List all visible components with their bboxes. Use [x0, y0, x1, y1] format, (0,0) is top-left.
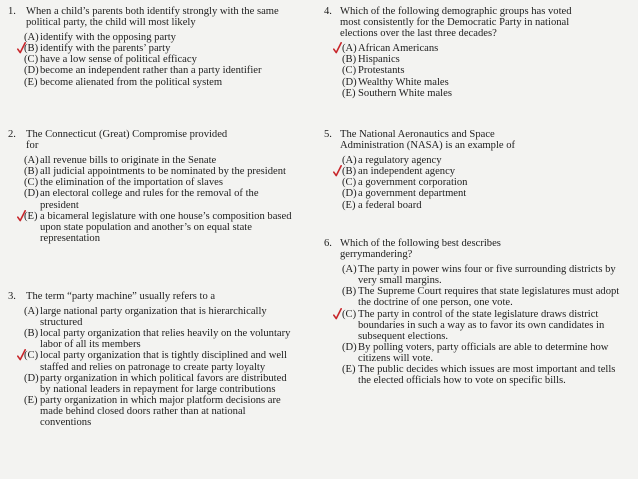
choice-letter: (A)	[342, 155, 357, 167]
choice-letter: (D)	[24, 188, 39, 200]
answer-choice	[318, 342, 624, 364]
choice-text: a government department	[358, 188, 467, 200]
answer-choice	[318, 286, 624, 308]
choice-letter: (A)	[342, 264, 357, 276]
choice-letter: (B)	[342, 286, 357, 298]
question-stem	[0, 291, 316, 302]
choice-text: African Americans	[358, 43, 439, 55]
choice-letter: (C)	[342, 65, 357, 77]
question-1	[0, 6, 316, 88]
choice-letter: (B)	[24, 166, 39, 178]
answer-choice	[0, 350, 296, 372]
choice-text: Southern White males	[358, 87, 452, 99]
choice-letter: (D)	[342, 188, 357, 200]
choice-letter: (C)	[24, 177, 39, 189]
choice-text: have a low sense of political efficacy	[40, 54, 197, 66]
question-5	[318, 129, 636, 211]
answer-choice	[318, 155, 602, 166]
choice-letter: (E)	[24, 210, 38, 222]
choice-letter: (B)	[342, 166, 357, 178]
question-number: 4.	[324, 6, 332, 17]
answer-choice	[0, 188, 302, 210]
answer-choice	[318, 88, 602, 99]
answer-choice	[0, 306, 296, 328]
choice-letter: (D)	[342, 76, 357, 88]
question-3	[0, 291, 316, 428]
choice-text: Hispanics	[358, 54, 400, 66]
answer-choice	[0, 77, 296, 88]
answer-choice	[0, 211, 302, 244]
answer-choices	[318, 43, 636, 98]
question-number: 6.	[324, 238, 332, 249]
question-stem	[318, 238, 636, 260]
choice-text: Wealthy White males	[358, 76, 449, 88]
choice-letter: (E)	[342, 364, 356, 376]
answer-choices	[318, 264, 636, 386]
choice-text: all judicial appointments to be nominated by the president	[40, 166, 286, 178]
answer-choice	[318, 65, 602, 76]
answer-choice	[318, 43, 602, 54]
choice-text: an independent agency	[358, 166, 456, 178]
choice-text: The Supreme Court requires that state legislatures must adopt the doctrine of one person, one vote.	[358, 286, 620, 309]
choice-letter: (E)	[342, 199, 356, 211]
checkmark-icon	[17, 349, 26, 361]
checkmark-icon	[333, 165, 342, 177]
question-stem	[0, 6, 316, 28]
checkmark-icon	[333, 42, 342, 54]
choice-text: a bicameral legislature with one house’s composition based upon state population and another’s on equal state representation	[40, 210, 292, 244]
answer-choice	[0, 65, 296, 76]
choice-text: The public decides which issues are most important and tells the elected officials how to vote on specific bills.	[358, 364, 616, 387]
choice-letter: (C)	[24, 350, 39, 362]
question-text: The National Aeronautics and Space Administration (NASA) is an example of	[340, 129, 516, 152]
choice-text: party organization in which political favors are distributed by national leaders in repayment for large contributions	[40, 372, 287, 395]
choice-letter: (B)	[24, 43, 39, 55]
answer-choice	[0, 43, 296, 54]
answer-choice	[318, 264, 624, 286]
answer-choice	[0, 328, 296, 350]
choice-letter: (B)	[342, 54, 357, 66]
choice-letter: (D)	[342, 341, 357, 353]
choice-letter: (E)	[24, 394, 38, 406]
question-2	[0, 129, 316, 244]
choice-letter: (E)	[24, 76, 38, 88]
choice-text: The party in control of the state legislature draws district boundaries in such a way as to favor its own candidates in subsequent elections.	[358, 308, 605, 342]
choice-letter: (C)	[24, 54, 39, 66]
answer-choice	[318, 77, 602, 88]
choice-letter: (D)	[24, 65, 39, 77]
question-text: The term “party machine” usually refers to a	[26, 291, 216, 302]
answer-choice	[0, 395, 296, 428]
choice-letter: (C)	[342, 177, 357, 189]
choice-text: large national party organization that is hierarchically structured	[40, 306, 267, 329]
answer-choice	[318, 166, 602, 177]
answer-choice	[0, 166, 302, 177]
choice-text: identify with the parents’ party	[40, 43, 171, 55]
answer-choice	[318, 188, 602, 199]
answer-choice	[0, 155, 302, 166]
choice-text: become an independent rather than a party identifier	[40, 65, 262, 77]
choice-letter: (A)	[342, 43, 357, 55]
answer-choices	[0, 32, 316, 87]
question-number: 3.	[8, 291, 16, 302]
answer-choice	[0, 373, 296, 395]
choice-text: local party organization that is tightly disciplined and well staffed and relies on patronage to create party loyalty	[40, 350, 287, 373]
choice-text: The party in power wins four or five surrounding districts by very small margins.	[358, 264, 616, 287]
choice-letter: (E)	[342, 87, 356, 99]
choice-text: Protestants	[358, 65, 405, 77]
choice-text: the elimination of the importation of slaves	[40, 177, 223, 189]
question-text: When a child’s parents both identify strongly with the same political party, the child will most likely	[26, 6, 279, 29]
choice-text: an electoral college and rules for the removal of the president	[40, 188, 259, 211]
answer-choice	[0, 54, 296, 65]
choice-text: all revenue bills to originate in the Senate	[40, 155, 217, 167]
choice-letter: (A)	[24, 32, 39, 44]
question-stem	[318, 129, 636, 151]
choice-letter: (D)	[24, 372, 39, 384]
answer-choices	[0, 306, 316, 428]
choice-letter: (B)	[24, 328, 39, 340]
answer-choices	[0, 155, 316, 244]
choice-text: By polling voters, party officials are able to determine how citizens will vote.	[358, 341, 609, 364]
answer-choice	[318, 200, 602, 211]
answer-choice	[0, 177, 302, 188]
answer-choice	[318, 177, 602, 188]
checkmark-icon	[17, 42, 26, 54]
question-number: 2.	[8, 129, 16, 140]
question-number: 1.	[8, 6, 16, 17]
answer-choice	[318, 309, 624, 342]
answer-choice	[0, 32, 296, 43]
choice-text: a government corporation	[358, 177, 468, 189]
answer-choice	[318, 364, 624, 386]
question-text: The Connecticut (Great) Compromise provided for	[26, 129, 228, 152]
choice-text: party organization in which major platform decisions are made behind closed doors rather than at national conventions	[40, 394, 281, 429]
question-4	[318, 6, 636, 99]
choice-text: identify with the opposing party	[40, 32, 176, 44]
question-text: Which of the following best describes gerrymandering?	[340, 238, 501, 261]
choice-text: become alienated from the political system	[40, 76, 223, 88]
choice-text: a regulatory agency	[358, 155, 442, 167]
choice-text: local party organization that relies heavily on the voluntary labor of all its members	[40, 328, 291, 351]
choice-letter: (A)	[24, 155, 39, 167]
answer-choice	[318, 54, 602, 65]
question-6	[318, 238, 636, 386]
choice-letter: (A)	[24, 306, 39, 318]
question-number: 5.	[324, 129, 332, 140]
question-stem	[0, 129, 316, 151]
question-text: Which of the following demographic groups has voted most consistently for the Democratic Party in national elections over the last three decades?	[340, 6, 572, 40]
question-stem	[318, 6, 636, 39]
checkmark-icon	[17, 210, 26, 222]
answer-choices	[318, 155, 636, 210]
checkmark-icon	[333, 308, 342, 320]
choice-text: a federal board	[358, 199, 422, 211]
choice-letter: (C)	[342, 308, 357, 320]
